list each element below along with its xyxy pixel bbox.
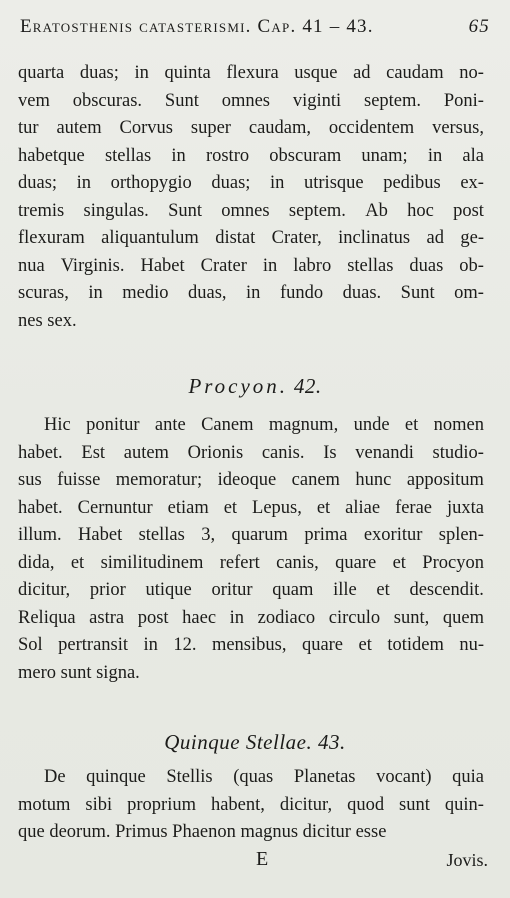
section-42-number: 42. — [293, 374, 322, 398]
section-42-heading — [0, 374, 510, 399]
text-line: Sol pertransit in 12. mensibus, quare et totidem nu- — [18, 635, 484, 655]
text-line: dida, et similitudinem refert canis, quare et Procyon — [18, 552, 484, 573]
text-line: tremis singulas. Sunt omnes septem. Ab hoc post — [18, 200, 484, 221]
text-line: dicitur, prior utique oritur quam ille et descendit. — [18, 580, 484, 600]
text-line: quarta duas; in quinta flexura usque ad caudam no- — [18, 63, 484, 83]
text-line: Hic ponitur ante Canem magnum, unde et nomen — [44, 415, 484, 435]
running-head-title: Eratosthenis catasterismi. Cap. 41 – 43. — [20, 16, 374, 37]
text-line: scuras, in medio duas, in fundo duas. Sunt om- — [18, 283, 484, 303]
page-number: 65 — [468, 16, 490, 37]
text-line: habetque stellas in rostro obscuram unam; in ala — [18, 145, 484, 166]
signature-mark: E — [256, 848, 269, 870]
text-line: De quinque Stellis (quas Planetas vocant) quia — [44, 767, 484, 787]
text-line: sus fuisse memoratur; ideoque canem hunc appositum — [18, 470, 484, 490]
section-42-text — [18, 412, 484, 687]
text-line: que deorum. Primus Phaenon magnus dicitur esse — [18, 822, 387, 842]
section-42-title: Procyon. — [188, 374, 289, 398]
text-line: illum. Habet stellas 3, quarum prima exoritur splen- — [18, 525, 484, 545]
section-43-text — [18, 764, 484, 847]
text-line: vem obscuras. Sunt omnes viginti septem. Poni- — [18, 90, 484, 111]
section-43-heading — [0, 730, 510, 755]
text-line: nes sex. — [18, 310, 77, 331]
text-line: mero sunt signa. — [18, 662, 140, 683]
section-43-title: Quinque Stellae. — [164, 730, 313, 754]
text-line: Reliqua astra post haec in zodiaco circulo sunt, quem — [18, 607, 484, 628]
text-line: tur autem Corvus super caudam, occidentem versus, — [18, 118, 484, 138]
text-line: nua Virginis. Habet Crater in labro stellas duas ob- — [18, 255, 484, 276]
text-line: habet. Cernuntur etiam et Lepus, et aliae ferae juxta — [18, 497, 484, 518]
section-43-number: 43. — [317, 730, 346, 754]
text-line: habet. Est autem Orionis canis. Is venandi studio- — [18, 442, 484, 463]
section-41-text — [18, 60, 484, 335]
text-line: duas; in orthopygio duas; in utrisque pedibus ex- — [18, 173, 484, 193]
text-line: flexuram aliquantulum distat Crater, inclinatus ad ge- — [18, 228, 484, 248]
text-line: motum sibi proprium habent, dicitur, quod sunt quin- — [18, 794, 484, 815]
running-head — [20, 16, 490, 46]
catchword: Jovis. — [446, 850, 488, 870]
